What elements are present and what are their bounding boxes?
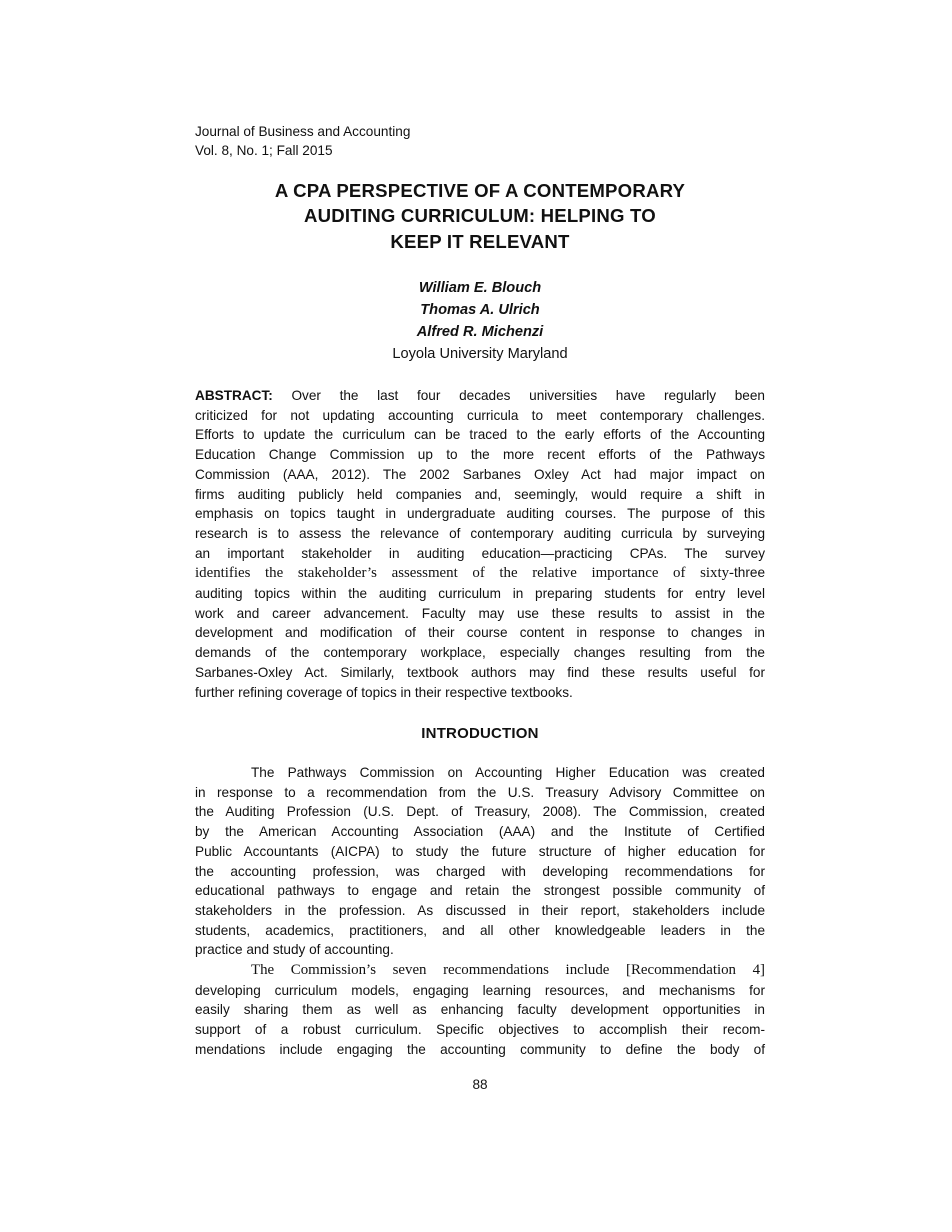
page-number: 88 <box>472 1077 488 1092</box>
journal-header <box>195 123 765 160</box>
text-line: Commission (AAA, 2012). The 2002 Sarbanes Oxley Act had major impact on <box>195 466 765 482</box>
text-line: William E. Blouch <box>418 280 542 296</box>
text-line: Public Accountants (AICPA) to study the future structure of higher education for <box>195 843 765 859</box>
text-line: A CPA PERSPECTIVE OF A CONTEMPORARY <box>274 180 686 201</box>
text-line: identifies the stakeholder’s assessment of the relative importance of sixty-three <box>195 565 765 582</box>
text-line: mendations include engaging the accounting community to define the body of <box>195 1041 765 1057</box>
text-line: developing curriculum models, engaging learning resources, and mechanisms for <box>195 982 765 998</box>
text-line: emphasis on topics taught in undergraduate auditing courses. The purpose of this <box>195 506 765 522</box>
text-line: stakeholders in the profession. As discussed in their report, stakeholders include <box>195 902 765 918</box>
text-line: AUDITING CURRICULUM: HELPING TO <box>304 205 656 227</box>
text-line: Alfred R. Michenzi <box>416 323 544 340</box>
text-line: ABSTRACT: Over the last four decades universities have regularly been <box>195 388 765 403</box>
introduction-paragraph-2 <box>195 960 765 1060</box>
text-line: support of a robust curriculum. Specific objectives to accomplish their recom- <box>195 1022 765 1038</box>
text-line: by the American Accounting Association (AAA) and the Institute of Certified <box>195 824 765 840</box>
text-line: the accounting profession, was charged with developing recommendations for <box>195 863 765 879</box>
text-line: educational pathways to engage and retain the strongest possible community of <box>195 883 765 899</box>
author-affiliation: Loyola University Maryland <box>392 346 568 362</box>
text-line: students, academics, practitioners, and all other knowledgeable leaders in the <box>195 922 765 938</box>
text-line: easily sharing them as well as enhancing faculty development opportunities in <box>195 1002 765 1018</box>
text-line: auditing topics within the auditing curriculum in preparing students for entry level <box>195 586 765 602</box>
text-line: Vol. 8, No. 1; Fall 2015 <box>195 142 333 158</box>
text-line: firms auditing publicly held companies and, seemingly, would require a shift in <box>195 486 765 502</box>
section-heading-introduction: INTRODUCTION <box>421 725 539 742</box>
text-line: Sarbanes-Oxley Act. Similarly, textbook authors may find these results useful for <box>195 664 765 680</box>
text-line: further refining coverage of topics in their respective textbooks. <box>195 684 573 700</box>
text-line: practice and study of accounting. <box>195 942 394 958</box>
text-line: criticized for not updating accounting curricula to meet contemporary challenges. <box>195 407 765 423</box>
text-line: work and career advancement. Faculty may use these results to assist in the <box>195 605 765 621</box>
article-title <box>195 178 765 254</box>
text-line: The Commission’s seven recommendations include [Recommendation 4] <box>251 962 765 978</box>
text-line: The Pathways Commission on Accounting Higher Education was created <box>251 765 765 780</box>
text-line: KEEP IT RELEVANT <box>390 230 570 252</box>
text-line: research is to assess the relevance of contemporary auditing curricula by surveying <box>195 525 765 541</box>
text-line: Education Change Commission up to the more recent efforts of the Pathways <box>195 447 765 463</box>
text-line: demands of the contemporary workplace, especially changes resulting from the <box>195 645 765 661</box>
text-line: the Auditing Profession (U.S. Dept. of Treasury, 2008). The Commission, created <box>195 804 765 820</box>
author-names <box>195 278 765 344</box>
text-line: development and modification of their course content in response to changes in <box>195 625 765 641</box>
introduction-paragraph-1 <box>195 763 765 960</box>
text-line: Thomas A. Ulrich <box>420 301 540 318</box>
text-line: in response to a recommendation from the U.S. Treasury Advisory Committee on <box>195 784 765 800</box>
text-line: Efforts to update the curriculum can be traced to the early efforts of the Accounting <box>195 427 765 443</box>
text-line: an important stakeholder in auditing education—practicing CPAs. The survey <box>195 545 765 561</box>
text-line: Journal of Business and Accounting <box>195 124 411 139</box>
abstract-paragraph <box>195 386 765 702</box>
